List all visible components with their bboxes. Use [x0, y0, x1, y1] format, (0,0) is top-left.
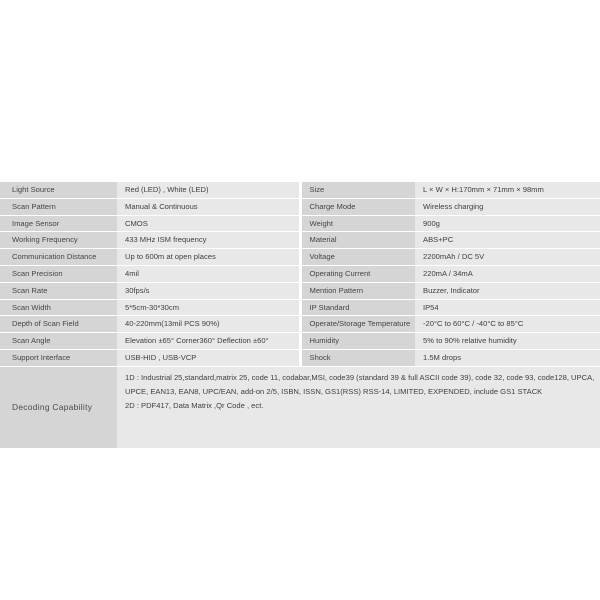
spec-value-right: Wireless charging [415, 198, 600, 215]
spec-value-right: 220mA / 34mA [415, 265, 600, 282]
spec-value-left: 4mil [117, 265, 300, 282]
spec-row [0, 198, 600, 215]
spec-value-right: 2200mAh / DC 5V [415, 249, 600, 266]
spec-value-right: Buzzer, Indicator [415, 282, 600, 299]
spec-label-left: Working Frequency [0, 232, 117, 249]
spec-label-left: Scan Precision [0, 265, 117, 282]
spec-label-left: Depth of Scan Field [0, 316, 117, 333]
spec-label-right: IP Standard [300, 299, 415, 316]
spec-row [0, 316, 600, 333]
spec-label-right: Operating Current [300, 265, 415, 282]
spec-value-left: Up to 600m at open places [117, 249, 300, 266]
spec-label-right: Size [300, 182, 415, 199]
spec-label-right: Operate/Storage Temperature [300, 316, 415, 333]
spec-label-right: Mention Pattern [300, 282, 415, 299]
spec-value-left: Elevation ±65° Corner360° Deflection ±60° [117, 333, 300, 350]
decoding-value-cell [117, 366, 600, 448]
spec-label-left: Scan Angle [0, 333, 117, 350]
spec-value-left: 5*5cm-30*30cm [117, 299, 300, 316]
decoding-row [0, 366, 600, 448]
spec-label-left: Support Interface [0, 349, 117, 366]
spec-value-left: 40-220mm(13mil PCS 90%) [117, 316, 300, 333]
spec-label-left: Scan Rate [0, 282, 117, 299]
decoding-2d-text: 2D : PDF417, Data Matrix ,Qr Code , ect. [125, 400, 264, 410]
spec-label-left: Communication Distance [0, 249, 117, 266]
spec-label-right: Voltage [300, 249, 415, 266]
spec-table-body [0, 182, 600, 449]
spec-label-right: Charge Mode [300, 198, 415, 215]
spec-label-left: Scan Pattern [0, 198, 117, 215]
spec-row [0, 232, 600, 249]
spec-row [0, 215, 600, 232]
spec-row [0, 333, 600, 350]
decoding-1d-text: 1D : Industrial 25,standard,matrix 25, code 11, codabar,MSI, code39 (standard 39 & full ASCII code 39), code 32, code 93, code128, UPCA, UPCE, EAN13, EAN8, UPC/EAN, add-on 2/5, ISBN, ISSN, GS1(RSS) RSS-14, LIMITED, EXPENDED, include GS1 STACK [125, 372, 595, 396]
spec-value-right: 1.5M drops [415, 349, 600, 366]
spec-label-left: Light Source [0, 182, 117, 199]
spec-value-right: 5% to 90% relative humidity [415, 333, 600, 350]
spec-value-left: USB-HID , USB-VCP [117, 349, 300, 366]
spec-row [0, 282, 600, 299]
spec-row [0, 182, 600, 199]
spec-label-right: Humidity [300, 333, 415, 350]
spec-label-right: Weight [300, 215, 415, 232]
spec-row [0, 265, 600, 282]
spec-value-left: Manual & Continuous [117, 198, 300, 215]
spec-value-right: L × W × H:170mm × 71mm × 98mm [415, 182, 600, 199]
spec-value-right: IP54 [415, 299, 600, 316]
spec-row [0, 299, 600, 316]
spec-value-right: -20°C to 60°C / -40°C to 85°C [415, 316, 600, 333]
spec-label-left: Scan Width [0, 299, 117, 316]
decoding-label: Decoding Capability [12, 401, 93, 412]
spec-value-left: 30fps/s [117, 282, 300, 299]
spec-label-left: Image Sensor [0, 215, 117, 232]
spec-value-right: 900g [415, 215, 600, 232]
spec-row [0, 249, 600, 266]
spec-label-right: Material [300, 232, 415, 249]
spec-row [0, 349, 600, 366]
spec-value-right: ABS+PC [415, 232, 600, 249]
spec-value-left: CMOS [117, 215, 300, 232]
spec-value-left: Red (LED) , White (LED) [117, 182, 300, 199]
spec-label-right: Shock [300, 349, 415, 366]
decoding-label-cell [0, 366, 117, 448]
spec-value-left: 433 MHz ISM frequency [117, 232, 300, 249]
spec-table [0, 181, 600, 449]
